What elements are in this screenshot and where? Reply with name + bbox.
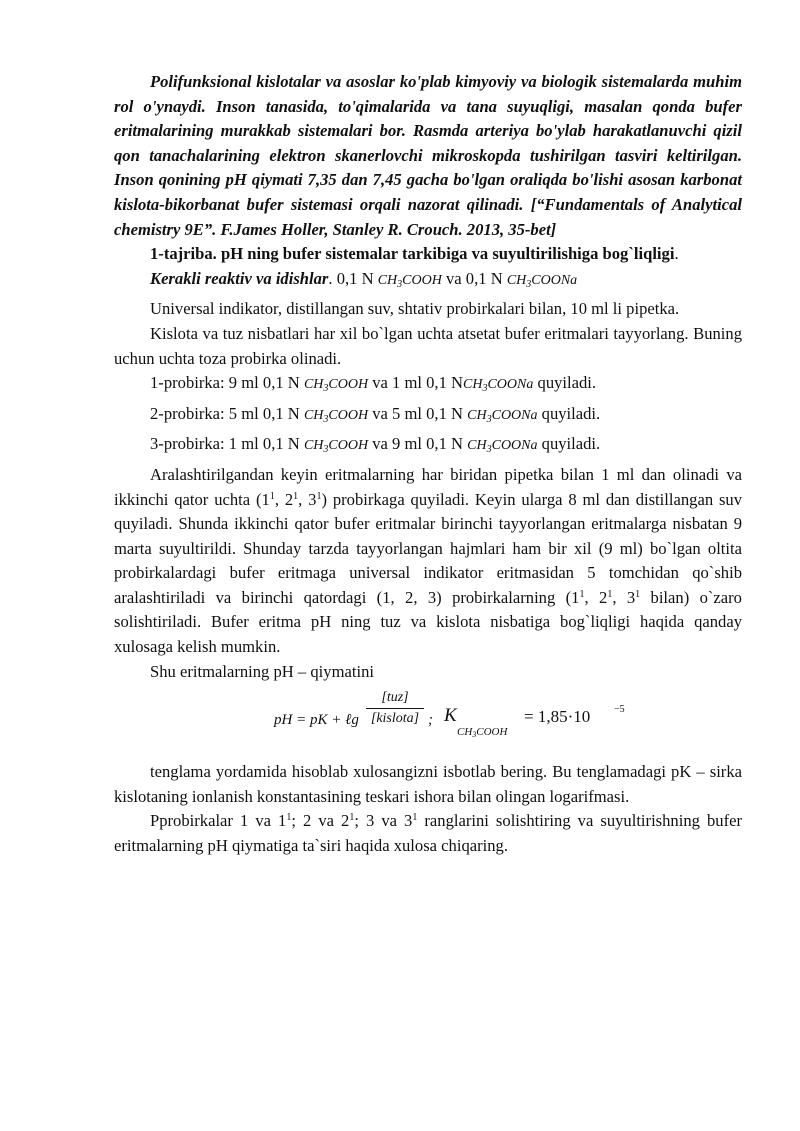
mixing-paragraph: Aralashtirilgandan keyin eritmalarning har biridan pipetka bilan 1 ml dan olinadi va ikkinchi qator uchta ($1^1$, $2^1$, $3^1$) probirkaga quyiladi. Keyin ularga 8 ml dan distillangan suv quyiladi. Shunda ikkinchi qator bufer eritmalar birinchi tayyorlangan eritmalarga nisbatan 9 marta suyultirildi. Shunday tarzda tayyorlangan hajmlari ham bir xil (9 ml) bo`lgan oltita probirkalardagi bufer eritmaga universal indikator eritmasidan 5 tomchidan qo`shib aralashtiriladi va birinchi qatordagi (1, 2, 3) probirkalarning ($1^1$, $2^1$, $3^1$ bilan) o`zaro solishtiriladi. Bufer eritma pH ning tuz va kislota nisbatiga bog`liqligi haqida qanday xulosaga kelish mumkin. — [114, 464, 743, 657]
document-page — [114, 70, 742, 859]
reagents-label: Kerakli reaktiv va idishlar — [150, 268, 329, 288]
intro-paragraph: Polifunksional kislotalar va asoslar ko'plab kimyoviy va biologik sistemalarda muhim rol o'ynaydi. Inson tanasida, to'qimalarida va tana suyuqligi, masalan qonda bufer eritmalarining murakkab sistemalari bor. Rasmda arteriya bo'ylab harakatlanuvchi qizil qon tanachalarining elektron skanerlovchi mikroskopda tushirilgan tasviri keltirilgan. Inson qonining pH qiymati 7,35 dan 7,45 gacha bo'lgan oraliqda bo'lishi asosan karbonat kislota-bikorbanat bufer sistemasi orqali nazorat qilinadi. [“Fundamentals of Analytical chemistry 9E”. F.James Holler, Stanley R. Crouch. 2013, 35-bet] — [114, 72, 742, 239]
ph-equation — [114, 686, 742, 756]
formula-acetic-acid: $CH_3COOH$ — [303, 407, 369, 425]
equation-separator: ; — [428, 712, 433, 729]
formula-acetic-acid: $CH_3COOH$ — [303, 377, 369, 395]
equation-lhs: pH = pK + ℓg — [274, 712, 359, 729]
fraction-numerator: [tuz] — [366, 688, 424, 709]
reagents-sep: . 0,1 N — [328, 268, 378, 288]
equipment-paragraph: Universal indikator, distillangan suv, shtativ probirkalari bilan, 10 ml li pipetka. — [150, 299, 680, 319]
formula-sodium-acetate: $CH_3COONa$ — [506, 272, 578, 290]
equation-note-paragraph: tenglama yordamida hisoblab xulosangizni isbotlab bering. Bu tenglamadagi pK – sirka kislotaning ionlanish konstantasining teskari ishora bilan olingan logarifmasi. — [114, 762, 742, 806]
constant-value: = 1,85·10 — [524, 707, 591, 727]
experiment-title-end: . — [674, 244, 679, 264]
reagents-mid: va 0,1 N — [441, 268, 507, 288]
formula-sodium-acetate: $CH_3COONa$ — [467, 438, 538, 456]
final-paragraph: Pprobirkalar 1 va $1^1$; 2 va $2^1$; 3 va $3^1$ ranglarini solishtiring va suyultirishning bufer eritmalarning pH qiymatiga ta`siri haqida xulosa chiqaring. — [114, 811, 742, 856]
ph-intro-paragraph: Shu eritmalarning pH – qiymatini — [150, 661, 374, 681]
formula-acetic-acid: $CH_3COOH$ — [303, 438, 369, 456]
equation-fraction — [366, 688, 424, 729]
constant-subscript: $CH_3COOH$ — [457, 726, 508, 740]
prep-paragraph: Kislota va tuz nisbatlari har xil bo`lgan uchta atsetat bufer eritmalari tayyorlang. Buning uchun uchta toza probirka olinadi. — [114, 323, 742, 368]
formula-sodium-acetate: $CH_3COONa$ — [463, 377, 534, 395]
tube-line-1: 1-probirka: 9 ml 0,1 N $CH_3COOH$ va 1 ml 0,1 $NCH_3COONa$ quyiladi. — [150, 373, 597, 395]
constant-exponent: −5 — [614, 704, 625, 716]
constant-symbol: K — [444, 705, 457, 727]
formula-sodium-acetate: $CH_3COONa$ — [467, 407, 538, 425]
reagents-paragraph — [114, 267, 742, 298]
experiment-title-paragraph — [114, 242, 742, 267]
tube-line-3: 3-probirka: 1 ml 0,1 N $CH_3COOH$ va 9 ml 0,1 N $CH_3COONa$ quyiladi. — [150, 434, 601, 456]
experiment-title: 1-tajriba. pH ning bufer sistemalar tarkibiga va suyultirilishiga bog`liqligi — [150, 244, 675, 264]
fraction-denominator: [kislota] — [370, 711, 420, 727]
formula-acetic-acid: $CH_3COOH$ — [377, 272, 442, 290]
tube-line-2: 2-probirka: 5 ml 0,1 N $CH_3COOH$ va 5 ml 0,1 N $CH_3COONa$ quyiladi. — [150, 403, 601, 425]
